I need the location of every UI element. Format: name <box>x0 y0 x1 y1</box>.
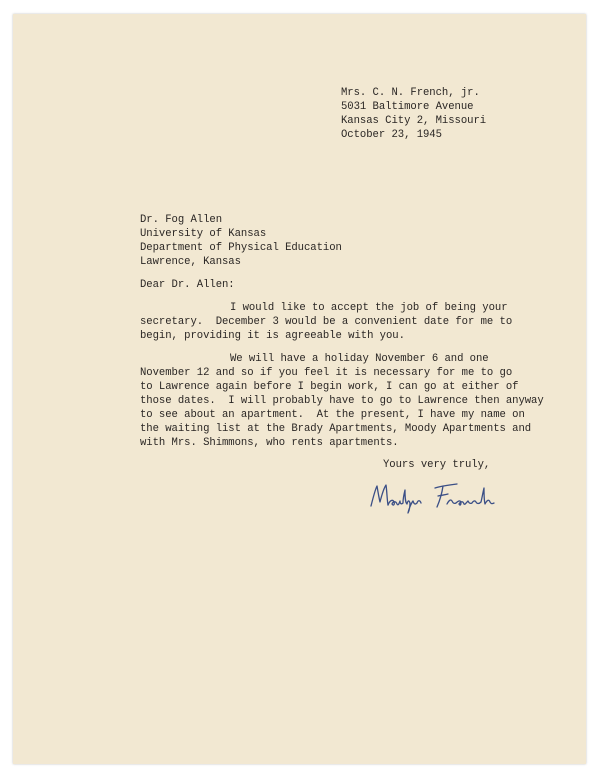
recipient-line-2: Department of Physical Education <box>140 242 342 254</box>
recipient-line-3: Lawrence, Kansas <box>140 256 241 268</box>
paragraph-2-line: to Lawrence again before I begin work, I can go at either of <box>140 381 519 393</box>
handwritten-signature <box>365 476 515 516</box>
recipient-name: Dr. Fog Allen <box>140 214 222 226</box>
closing: Yours very truly, <box>383 459 491 471</box>
paragraph-2-line: We will have a holiday November 6 and one <box>230 353 489 365</box>
paragraph-1-line: secretary. December 3 would be a convenient date for me to <box>140 316 513 328</box>
paragraph-2-line: November 12 and so if you feel it is necessary for me to go <box>140 367 513 379</box>
letter-page <box>13 14 586 764</box>
salutation: Dear Dr. Allen: <box>140 279 235 291</box>
sender-street: 5031 Baltimore Avenue <box>341 101 474 113</box>
letter-date: October 23, 1945 <box>341 129 442 141</box>
paragraph-2-line: those dates. I will probably have to go to Lawrence then anyway <box>140 395 544 407</box>
sender-city: Kansas City 2, Missouri <box>341 115 487 127</box>
paragraph-1-line: I would like to accept the job of being your <box>230 302 508 314</box>
paragraph-2-line: to see about an apartment. At the present, I have my name on <box>140 409 525 421</box>
paragraph-2-line: the waiting list at the Brady Apartments, Moody Apartments and <box>140 423 532 435</box>
sender-name: Mrs. C. N. French, jr. <box>341 87 480 99</box>
paragraph-2-line: with Mrs. Shimmons, who rents apartments. <box>140 437 399 449</box>
paragraph-1-line: begin, providing it is agreeable with you. <box>140 330 405 342</box>
recipient-line-1: University of Kansas <box>140 228 267 240</box>
